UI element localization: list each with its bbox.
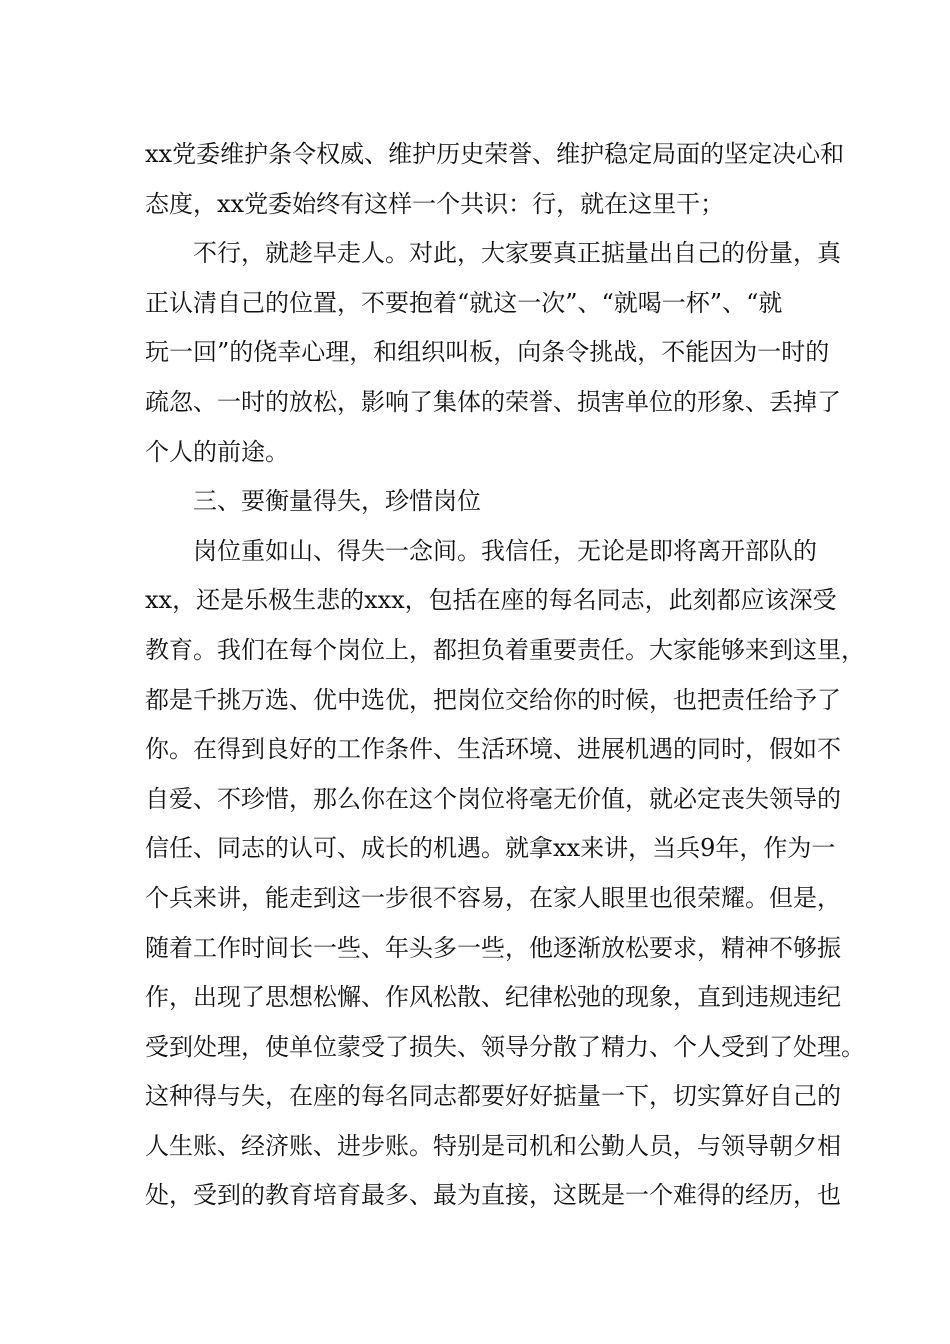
text-line: 你。在得到良好的工作条件、生活环境、进展机遇的同时，假如不 xyxy=(145,735,841,764)
text-line: 自爱、不珍惜，那么你在这个岗位将毫无价值，就必定丧失领导的 xyxy=(145,784,841,813)
text-line: xx党委维护条令权威、维护历史荣誉、维护稳定局面的坚定决心和 xyxy=(145,140,845,168)
text-line: 受到处理，使单位蒙受了损失、领导分散了精力、个人受到了处理。 xyxy=(145,1032,865,1061)
text-line: 处，受到的教育培育最多、最为直接，这既是一个难得的经历，也 xyxy=(145,1181,841,1210)
text-line: 随着工作时间长一些、年头多一些，他逐渐放松要求，精神不够振 xyxy=(145,933,841,962)
text-line: 不行，就趁早走人。对此，大家要真正掂量出自己的份量，真 xyxy=(193,239,841,268)
text-line: xx，还是乐极生悲的xxx，包括在座的每名同志，此刻都应该深受 xyxy=(145,586,837,615)
text-line: 个兵来讲，能走到这一步很不容易，在家人眼里也很荣耀。但是， xyxy=(145,883,841,912)
text-line: 正认清自己的位置，不要抱着“就这一次”、“就喝一杯”、“就 xyxy=(145,288,783,317)
text-line: 态度，xx党委始终有这样一个共识：行，就在这里干； xyxy=(145,189,725,218)
text-line: 三、要衡量得失，珍惜岗位 xyxy=(193,487,481,516)
text-line: 信任、同志的认可、成长的机遇。就拿xx来讲，当兵9年，作为一 xyxy=(145,834,836,863)
text-line: 人生账、经济账、进步账。特别是司机和公勤人员，与领导朝夕相 xyxy=(145,1131,841,1160)
text-line: 岗位重如山、得失一念间。我信任，无论是即将离开部队的 xyxy=(193,536,817,565)
text-line: 玩一回”的侥幸心理，和组织叫板，向条令挑战，不能因为一时的 xyxy=(145,338,830,367)
document-body xyxy=(145,130,865,1221)
text-line: 这种得与失，在座的每名同志都要好好掂量一下，切实算好自己的 xyxy=(145,1082,841,1111)
text-line: 教育。我们在每个岗位上，都担负着重要责任。大家能够来到这里， xyxy=(145,635,865,664)
text-line: 都是千挑万选、优中选优，把岗位交给你的时候，也把责任给予了 xyxy=(145,685,841,714)
text-line: 个人的前途。 xyxy=(145,437,289,466)
text-line: 作，出现了思想松懈、作风松散、纪律松弛的现象，直到违规违纪 xyxy=(145,983,841,1012)
text-line: 疏忽、一时的放松，影响了集体的荣誉、损害单位的形象、丢掉了 xyxy=(145,387,841,416)
